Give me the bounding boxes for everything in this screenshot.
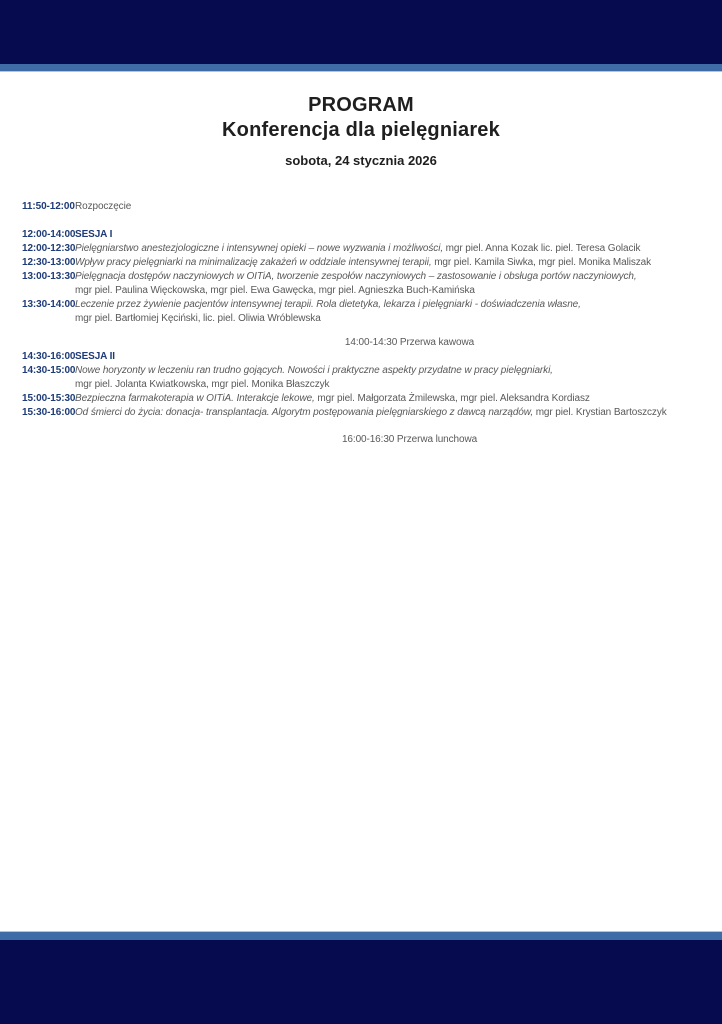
bottom-banner xyxy=(0,940,722,1024)
page-subtitle: Konferencja dla pielęgniarek xyxy=(222,119,500,141)
schedule xyxy=(0,200,722,447)
time-range: 12:00-12:30 xyxy=(22,243,76,254)
talk-speakers: mgr piel. Paulina Więckowska, mgr piel. Ewa Gawęcka, mgr piel. Agnieszka Buch-Kamińska xyxy=(75,285,475,296)
schedule-row xyxy=(0,392,722,406)
talk-speakers: mgr piel. Anna Kozak lic. piel. Teresa Golacik xyxy=(443,243,641,254)
talk-desc xyxy=(75,392,722,406)
talk-title: Wpływ pracy pielęgniarki na minimalizację zakażeń w oddziale intensywnej terapii, xyxy=(75,257,432,268)
talk-speakers: mgr piel. Kamila Siwka, mgr piel. Monika Maliszak xyxy=(431,257,652,268)
time-range: 15:30-16:00 xyxy=(22,407,76,418)
talk-desc xyxy=(75,298,722,326)
talk-desc: Rozpoczęcie xyxy=(75,201,132,212)
talk-speakers: mgr piel. Krystian Bartoszczyk xyxy=(533,407,667,418)
schedule-break: 16:00-16:30 Przerwa lunchowa xyxy=(341,434,478,445)
time-range: 14:30-16:00 xyxy=(22,351,76,362)
schedule-row xyxy=(0,270,722,298)
bottom-banner-group xyxy=(0,931,722,1024)
talk-title: Pielęgniarstwo anestezjologiczne i intensywnej opieki – nowe wyzwania i możliwości, xyxy=(75,243,443,254)
talk-title: Nowe horyzonty w leczeniu ran trudno gojących. Nowości i praktyczne aspekty przydatne w pracy pielęgniarki, xyxy=(75,365,553,376)
talk-title: Od śmierci do życia: donacja- transplantacja. Algorytm postępowania pielęgniarskiego z dawcą narządów, xyxy=(75,407,534,418)
time-range: 15:00-15:30 xyxy=(22,393,76,404)
time-range: 13:00-13:30 xyxy=(22,271,76,282)
time-range: 14:30-15:00 xyxy=(22,365,76,376)
time-range: 13:30-14:00 xyxy=(22,299,76,310)
schedule-row xyxy=(0,200,722,214)
schedule-row xyxy=(0,364,722,392)
schedule-row xyxy=(0,242,722,256)
session-title: SESJA II xyxy=(75,351,115,362)
talk-speakers: mgr piel. Małgorzata Żmilewska, mgr piel. Aleksandra Kordiasz xyxy=(314,393,590,404)
event-date: sobota, 24 stycznia 2026 xyxy=(285,153,437,168)
talk-desc xyxy=(75,406,722,420)
time-range: 11:50-12:00 xyxy=(22,201,75,212)
time-range: 12:30-13:00 xyxy=(22,257,76,268)
schedule-row xyxy=(0,228,722,242)
talk-title: Leczenie przez żywienie pacjentów intensywnej terapii. Rola dietetyka, lekarza i pielęgniarki - doświadczenia własne, xyxy=(75,299,581,310)
schedule-break: 14:00-14:30 Przerwa kawowa xyxy=(344,337,475,348)
top-accent-stripe xyxy=(0,64,722,72)
talk-title: Pielęgnacja dostępów naczyniowych w OITiA, tworzenie zespołów naczyniowych – zastosowanie i obsługa portów naczyniowych, xyxy=(75,271,637,282)
talk-desc xyxy=(75,242,722,256)
schedule-row xyxy=(0,298,722,326)
schedule-row xyxy=(0,350,722,364)
bottom-accent-stripe xyxy=(0,931,722,940)
page-title: PROGRAM xyxy=(308,94,414,116)
talk-speakers: mgr piel. Jolanta Kwiatkowska, mgr piel. Monika Błaszczyk xyxy=(75,379,330,390)
talk-title: Bezpieczna farmakoterapia w OITiA. Interakcje lekowe, xyxy=(75,393,315,404)
program-content xyxy=(0,72,722,447)
time-range: 12:00-14:00 xyxy=(22,229,76,240)
session-title: SESJA I xyxy=(75,229,113,240)
talk-speakers: mgr piel. Bartłomiej Kęciński, lic. piel. Oliwia Wróblewska xyxy=(75,313,321,324)
talk-desc xyxy=(75,256,722,270)
schedule-row xyxy=(0,406,722,420)
schedule-row xyxy=(0,256,722,270)
top-banner xyxy=(0,0,722,64)
talk-desc xyxy=(75,270,722,298)
talk-desc xyxy=(75,364,722,392)
